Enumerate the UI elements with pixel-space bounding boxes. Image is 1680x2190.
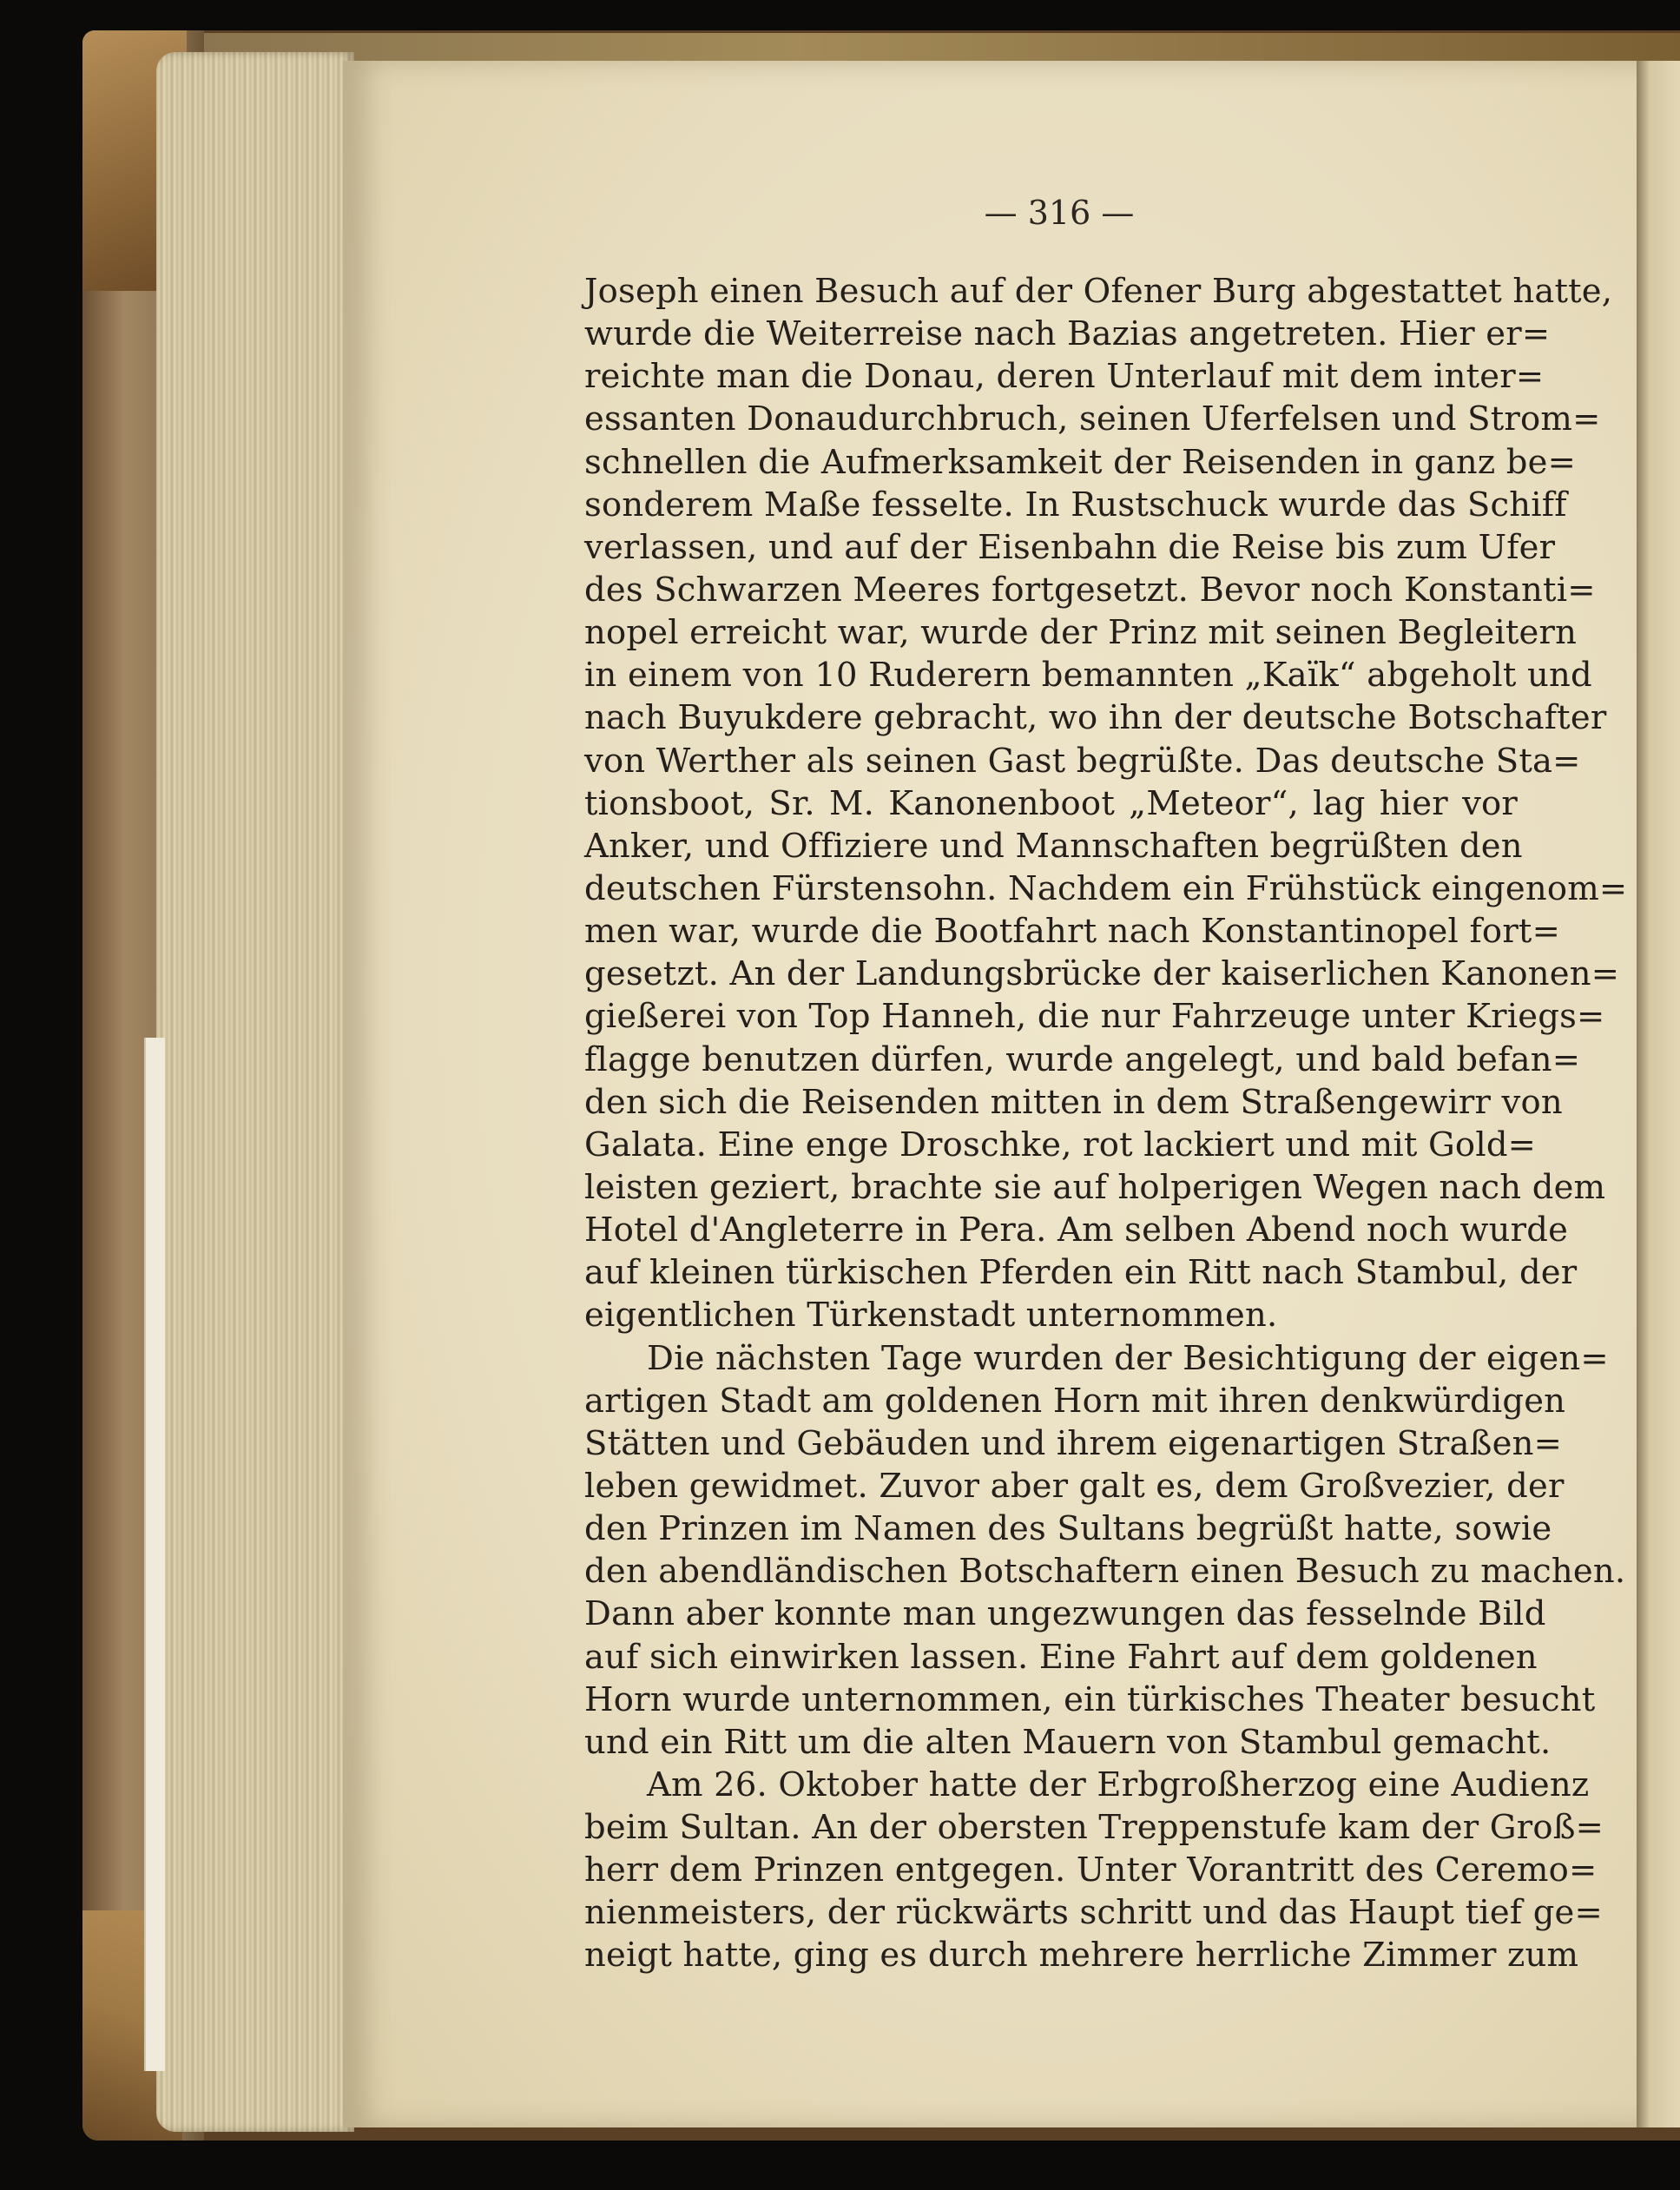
page-number: — 316 — xyxy=(984,194,1135,232)
text-line: Die nächsten Tage wurden der Besichtigung der eigen= xyxy=(647,1338,1609,1378)
text-line: wurde die Weiterreise nach Bazias angetreten. Hier er= xyxy=(584,314,1551,354)
text-line: beim Sultan. An der obersten Treppenstufe kam der Groß= xyxy=(584,1808,1604,1848)
text-line: verlassen, und auf der Eisenbahn die Reise bis zum Ufer xyxy=(584,527,1556,567)
text-line: und ein Ritt um die alten Mauern von Stambul gemacht. xyxy=(584,1722,1552,1762)
text-line: eigentlichen Türkenstadt unternommen. xyxy=(584,1296,1278,1336)
body-text xyxy=(584,270,1628,1977)
text-line: leisten geziert, brachte sie auf holperigen Wegen nach dem xyxy=(584,1167,1606,1207)
text-line: men war, wurde die Bootfahrt nach Konstantinopel fort= xyxy=(584,912,1561,952)
text-line: Anker, und Offiziere und Mannschaften begrüßten den xyxy=(584,826,1523,866)
text-line: den sich die Reisenden mitten in dem Straßengewirr von xyxy=(584,1082,1563,1122)
text-line: gießerei von Top Hanneh, die nur Fahrzeuge unter Kriegs= xyxy=(584,997,1605,1037)
text-line: deutschen Fürstensohn. Nachdem ein Frühstück eingenom= xyxy=(584,868,1628,908)
page-stack-edges xyxy=(156,52,354,2132)
text-line: neigt hatte, ging es durch mehrere herrliche Zimmer zum xyxy=(584,1936,1579,1976)
text-line: herr dem Prinzen entgegen. Unter Vorantritt des Ceremo= xyxy=(584,1850,1598,1890)
text-line: nach Buyukdere gebracht, wo ihn der deutsche Botschafter xyxy=(584,698,1607,738)
text-line: des Schwarzen Meeres fortgesetzt. Bevor noch Konstanti= xyxy=(584,570,1596,610)
text-line: flagge benutzen dürfen, wurde angelegt, und bald befan= xyxy=(584,1039,1581,1079)
text-line: schnellen die Aufmerksamkeit der Reisenden in ganz be= xyxy=(584,442,1577,482)
text-line: Hotel d'Angleterre in Pera. Am selben Abend noch wurde xyxy=(584,1210,1569,1250)
text-line: Stätten und Gebäuden und ihrem eigenartigen Straßen= xyxy=(584,1423,1563,1463)
cover-top-strip xyxy=(204,33,1680,61)
text-line: den Prinzen im Namen des Sultans begrüßt hatte, sowie xyxy=(584,1509,1552,1549)
text-line: den abendländischen Botschaftern einen Besuch zu machen. xyxy=(584,1552,1626,1592)
text-line: Horn wurde unternommen, ein türkisches Theater besucht xyxy=(584,1679,1596,1719)
text-line: nienmeisters, der rückwärts schritt und das Haupt tief ge= xyxy=(584,1893,1603,1933)
text-line: tionsboot, Sr. M. Kanonenboot „Meteor“, lag hier vor xyxy=(584,783,1518,823)
text-line: auf kleinen türkischen Pferden ein Ritt nach Stambul, der xyxy=(584,1253,1578,1293)
text-line: artigen Stadt am goldenen Horn mit ihren denkwürdigen xyxy=(584,1381,1566,1421)
paper-bookmark xyxy=(144,1038,165,2071)
text-line: von Werther als seinen Gast begrüßte. Das deutsche Sta= xyxy=(584,741,1581,781)
text-line: in einem von 10 Ruderern bemannten „Kaïk“ abgeholt und xyxy=(584,656,1592,696)
text-line: nopel erreicht war, wurde der Prinz mit seinen Begleitern xyxy=(584,613,1578,653)
text-line: auf sich einwirken lassen. Eine Fahrt auf dem goldenen xyxy=(584,1637,1538,1677)
text-line: Galata. Eine enge Droschke, rot lackiert und mit Gold= xyxy=(584,1125,1537,1164)
text-line: gesetzt. An der Landungsbrücke der kaiserlichen Kanonen= xyxy=(584,954,1620,994)
text-line: Dann aber konnte man ungezwungen das fesselnde Bild xyxy=(584,1594,1546,1634)
facing-page-edge xyxy=(1637,61,1680,2127)
text-line: leben gewidmet. Zuvor aber galt es, dem Großvezier, der xyxy=(584,1466,1565,1506)
text-line: Am 26. Oktober hatte der Erbgroßherzog eine Audienz xyxy=(647,1765,1590,1804)
text-line: sonderem Maße fesselte. In Rustschuck wurde das Schiff xyxy=(584,485,1567,524)
text-line: Joseph einen Besuch auf der Ofener Burg abgestattet hatte, xyxy=(584,272,1613,311)
text-line: essanten Donaudurchbruch, seinen Uferfelsen und Strom= xyxy=(584,399,1601,439)
text-line: reichte man die Donau, deren Unterlauf mit dem inter= xyxy=(584,357,1545,397)
